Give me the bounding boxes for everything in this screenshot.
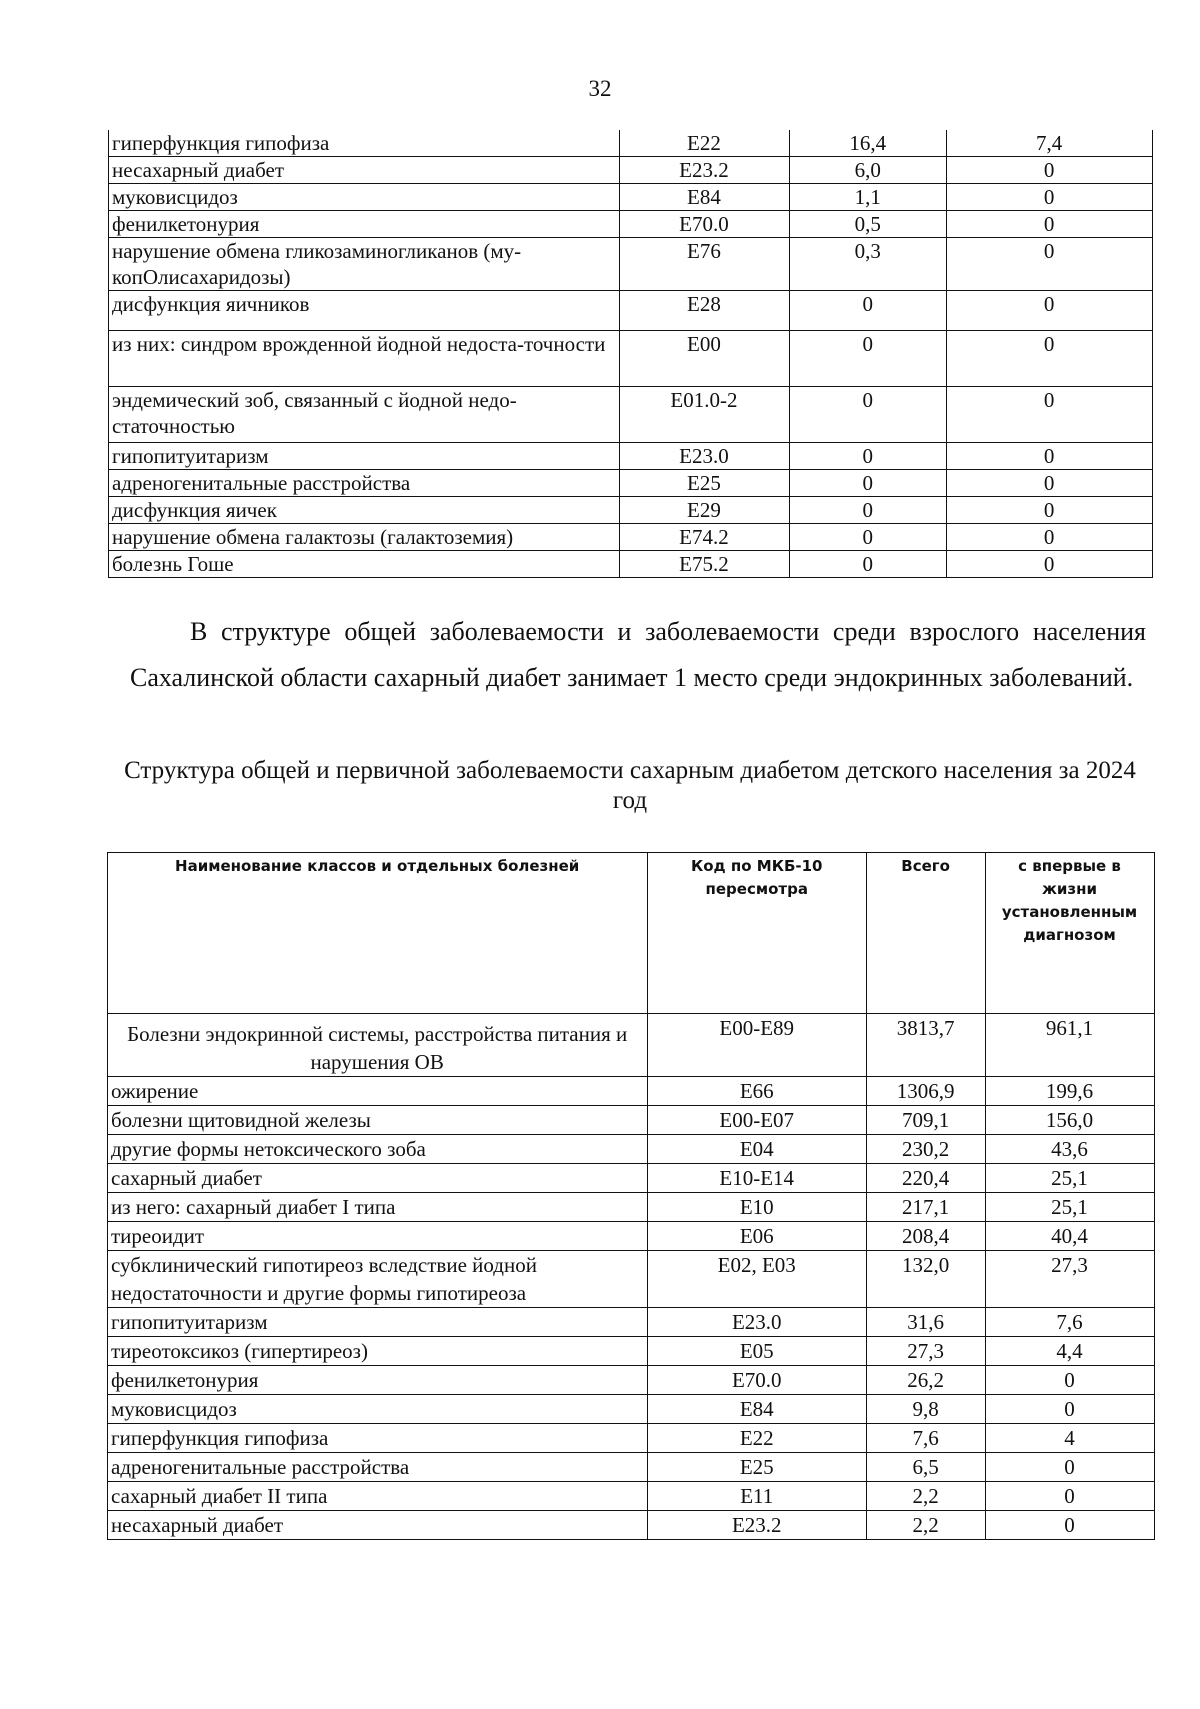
table-row (109, 157, 1153, 184)
cell-first: 0 (947, 331, 1153, 387)
table-row (108, 1366, 1155, 1395)
cell-first: 0 (986, 1453, 1155, 1482)
body-paragraph: В структуре общей заболеваемости и заболеваемости среди взрослого населения Сахалинской области сахарный диабет занимает 1 место среди эндокринных заболеваний. (130, 617, 1146, 692)
cell-code: E10-E14 (648, 1164, 867, 1193)
cell-total: 0,3 (790, 238, 947, 291)
table-row (109, 291, 1153, 331)
cell-code: E04 (648, 1135, 867, 1164)
cell-total: 2,2 (867, 1511, 986, 1540)
table-row (109, 387, 1153, 443)
cell-code: E02, E03 (648, 1251, 867, 1308)
cell-code: E10 (648, 1193, 867, 1222)
cell-total: 0 (790, 387, 947, 443)
cell-name: ожирение (108, 1077, 648, 1106)
table-row (108, 1453, 1155, 1482)
cell-first: 0 (947, 291, 1153, 331)
table-row (109, 470, 1153, 497)
table-row (108, 1482, 1155, 1511)
cell-first: 0 (947, 157, 1153, 184)
cell-total: 709,1 (867, 1106, 986, 1135)
cell-name: фенилкетонурия (109, 211, 620, 238)
summary-first: 961,1 (986, 1014, 1155, 1077)
table-row (109, 551, 1153, 578)
table-row (109, 524, 1153, 551)
cell-code: E25 (619, 470, 790, 497)
cell-first: 25,1 (986, 1193, 1155, 1222)
cell-first: 0 (947, 211, 1153, 238)
cell-name: несахарный диабет (109, 157, 620, 184)
table-row (108, 1395, 1155, 1424)
cell-total: 7,6 (867, 1424, 986, 1453)
table-row (108, 1308, 1155, 1337)
cell-name: тиреоидит (108, 1222, 648, 1251)
cell-code: E22 (648, 1424, 867, 1453)
cell-code: E01.0-2 (619, 387, 790, 443)
cell-first: 0 (986, 1395, 1155, 1424)
table-heading: Структура общей и первичной заболеваемости сахарным диабетом детского населения за 2024 год (124, 757, 1136, 814)
cell-total: 6,5 (867, 1453, 986, 1482)
cell-code: E74.2 (619, 524, 790, 551)
cell-name: гипопитуитаризм (109, 443, 620, 470)
summary-total: 3813,7 (867, 1014, 986, 1077)
cell-name: адреногенитальные расстройства (109, 470, 620, 497)
cell-total: 31,6 (867, 1308, 986, 1337)
cell-first: 0 (986, 1482, 1155, 1511)
cell-code: E28 (619, 291, 790, 331)
cell-name: гиперфункция гипофиза (109, 130, 620, 157)
cell-first: 199,6 (986, 1077, 1155, 1106)
table-row (109, 443, 1153, 470)
cell-first: 7,4 (947, 130, 1153, 157)
cell-first: 4,4 (986, 1337, 1155, 1366)
table-row (109, 497, 1153, 524)
cell-total: 6,0 (790, 157, 947, 184)
cell-total: 9,8 (867, 1395, 986, 1424)
cell-first: 156,0 (986, 1106, 1155, 1135)
cell-name: другие формы нетоксического зоба (108, 1135, 648, 1164)
cell-first: 25,1 (986, 1164, 1155, 1193)
cell-first: 4 (986, 1424, 1155, 1453)
cell-code: E23.0 (619, 443, 790, 470)
cell-code: E29 (619, 497, 790, 524)
cell-first: 7,6 (986, 1308, 1155, 1337)
cell-name: дисфункция яичек (109, 497, 620, 524)
cell-code: E84 (619, 184, 790, 211)
cell-total: 0 (790, 524, 947, 551)
cell-name: сахарный диабет II типа (108, 1482, 648, 1511)
cell-name: субклинический гипотиреоз вследствие йодной недостаточности и другие формы гипотиреоза (108, 1251, 648, 1308)
cell-name: нарушение обмена галактозы (галактоземия) (109, 524, 620, 551)
cell-name: болезнь Гоше (109, 551, 620, 578)
cell-first: 40,4 (986, 1222, 1155, 1251)
cell-total: 208,4 (867, 1222, 986, 1251)
table-row (109, 211, 1153, 238)
cell-name: сахарный диабет (108, 1164, 648, 1193)
cell-first: 0 (986, 1366, 1155, 1395)
header-code: Код по МКБ-10 пересмотра (648, 853, 867, 1014)
endocrine-diseases-table-continued (108, 130, 1153, 578)
cell-total: 1306,9 (867, 1077, 986, 1106)
cell-name: болезни щитовидной железы (108, 1106, 648, 1135)
cell-first: 0 (947, 238, 1153, 291)
cell-name: нарушение обмена гликозаминогликанов (му-копОлисахаридозы) (109, 238, 620, 291)
summary-code: E00-E89 (648, 1014, 867, 1077)
table2-body (108, 1077, 1155, 1540)
table-row (109, 238, 1153, 291)
table-row (109, 184, 1153, 211)
cell-code: E23.2 (648, 1511, 867, 1540)
cell-name: несахарный диабет (108, 1511, 648, 1540)
table-row (108, 1135, 1155, 1164)
cell-code: E84 (648, 1395, 867, 1424)
cell-total: 2,2 (867, 1482, 986, 1511)
cell-total: 0 (790, 470, 947, 497)
cell-name: муковисцидоз (109, 184, 620, 211)
cell-code: E70.0 (648, 1366, 867, 1395)
cell-total: 220,4 (867, 1164, 986, 1193)
table-row (108, 1164, 1155, 1193)
cell-code: E66 (648, 1077, 867, 1106)
cell-first: 43,6 (986, 1135, 1155, 1164)
header-first: с впервые в жизни установленным диагнозом (986, 853, 1155, 1014)
cell-code: E22 (619, 130, 790, 157)
summary-name: Болезни эндокринной системы, расстройства питания и нарушения ОВ (108, 1014, 648, 1077)
cell-code: E25 (648, 1453, 867, 1482)
cell-total: 217,1 (867, 1193, 986, 1222)
cell-total: 1,1 (790, 184, 947, 211)
cell-first: 0 (947, 551, 1153, 578)
summary-row (108, 1014, 1155, 1077)
cell-total: 230,2 (867, 1135, 986, 1164)
cell-first: 0 (947, 387, 1153, 443)
cell-first: 0 (947, 524, 1153, 551)
cell-total: 0 (790, 443, 947, 470)
cell-total: 132,0 (867, 1251, 986, 1308)
cell-code: E00 (619, 331, 790, 387)
table-row (108, 1251, 1155, 1308)
cell-name: муковисцидоз (108, 1395, 648, 1424)
cell-name: эндемический зоб, связанный с йодной недо-статочностью (109, 387, 620, 443)
cell-first: 0 (947, 470, 1153, 497)
cell-total: 0 (790, 497, 947, 524)
cell-code: E23.2 (619, 157, 790, 184)
cell-name: адреногенитальные расстройства (108, 1453, 648, 1482)
table-row (108, 1424, 1155, 1453)
cell-code: E00-E07 (648, 1106, 867, 1135)
cell-total: 0 (790, 331, 947, 387)
table-row (108, 1077, 1155, 1106)
table-row (108, 1106, 1155, 1135)
cell-code: E05 (648, 1337, 867, 1366)
cell-total: 0 (790, 291, 947, 331)
table-row (108, 1511, 1155, 1540)
cell-name: тиреотоксикоз (гипертиреоз) (108, 1337, 648, 1366)
table-header-row (108, 853, 1155, 1014)
page-number: 32 (588, 76, 612, 101)
table-row (108, 1337, 1155, 1366)
cell-total: 27,3 (867, 1337, 986, 1366)
table-row (109, 130, 1153, 157)
cell-name: фенилкетонурия (108, 1366, 648, 1395)
cell-name: дисфункция яичников (109, 291, 620, 331)
table-row (108, 1193, 1155, 1222)
cell-total: 16,4 (790, 130, 947, 157)
cell-first: 0 (947, 443, 1153, 470)
cell-first: 0 (947, 497, 1153, 524)
diabetes-structure-children-table (107, 852, 1155, 1540)
cell-code: E75.2 (619, 551, 790, 578)
cell-code: E06 (648, 1222, 867, 1251)
table-row (109, 331, 1153, 387)
cell-code: E23.0 (648, 1308, 867, 1337)
cell-name: гиперфункция гипофиза (108, 1424, 648, 1453)
cell-total: 0 (790, 551, 947, 578)
cell-code: E70.0 (619, 211, 790, 238)
cell-total: 26,2 (867, 1366, 986, 1395)
table-row (108, 1222, 1155, 1251)
cell-name: из них: синдром врожденной йодной недоста-точности (109, 331, 620, 387)
cell-name: гипопитуитаризм (108, 1308, 648, 1337)
cell-total: 0,5 (790, 211, 947, 238)
cell-first: 0 (947, 184, 1153, 211)
cell-first: 0 (986, 1511, 1155, 1540)
header-total: Всего (867, 853, 986, 1014)
cell-code: E76 (619, 238, 790, 291)
header-name: Наименование классов и отдельных болезней (108, 853, 648, 1014)
cell-code: E11 (648, 1482, 867, 1511)
cell-name: из него: сахарный диабет I типа (108, 1193, 648, 1222)
table1-body (109, 130, 1153, 578)
cell-first: 27,3 (986, 1251, 1155, 1308)
